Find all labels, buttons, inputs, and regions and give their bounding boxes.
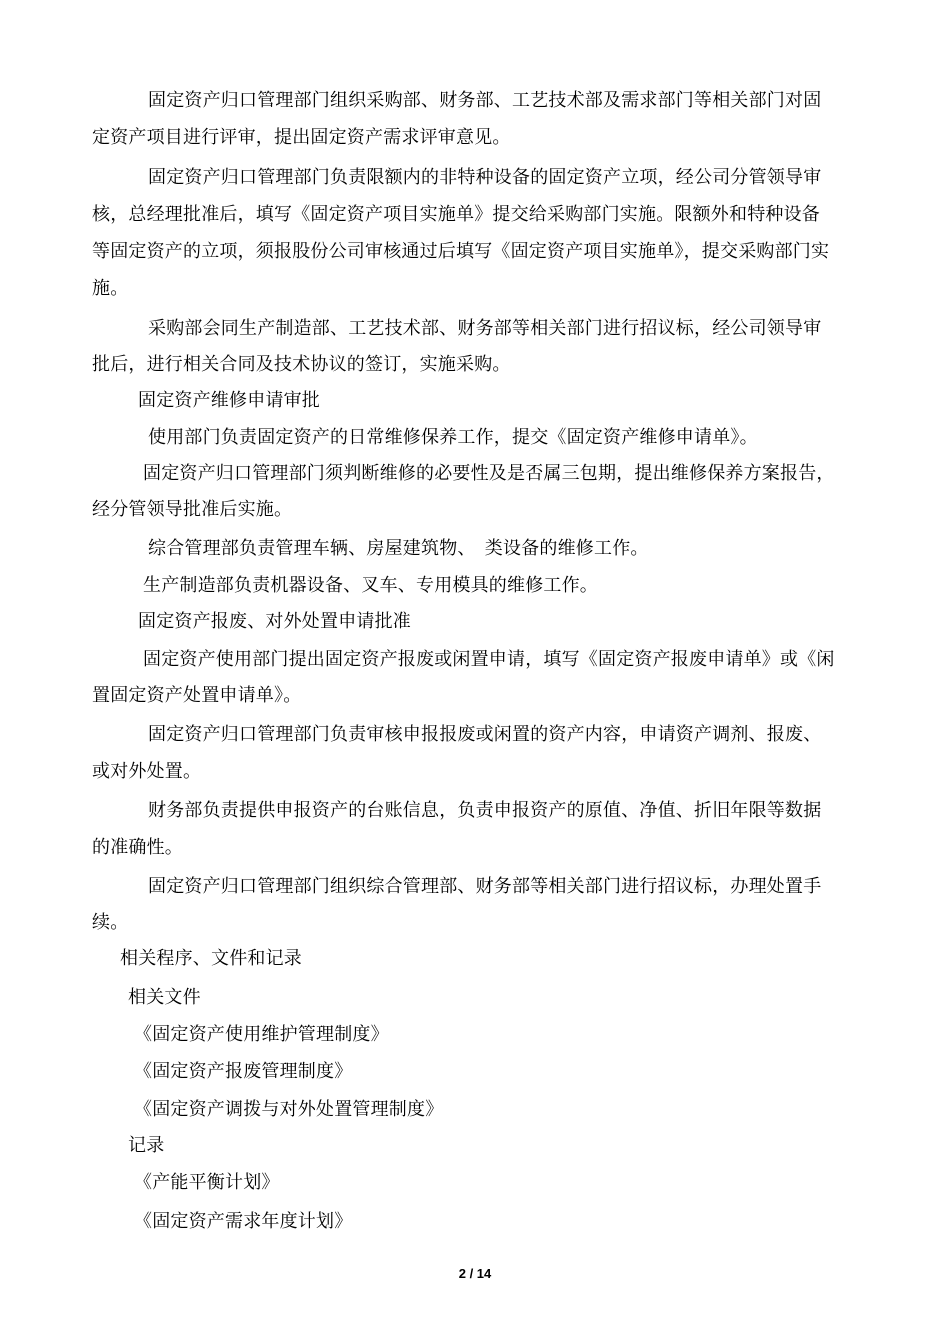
text-line: 或对外处置。 — [92, 761, 202, 782]
section-heading: 相关程序、文件和记录 — [120, 948, 302, 969]
text-line: 核，总经理批准后，填写《固定资产项目实施单》提交给采购部门实施。限额外和特种设备 — [92, 204, 820, 225]
text-line: 固定资产归口管理部门负责限额内的非特种设备的固定资产立项，经公司分管领导审 — [148, 167, 822, 188]
text-line: 固定资产归口管理部门组织综合管理部、财务部等相关部门进行招议标，办理处置手 — [148, 876, 822, 897]
record-reference: 《固定资产需求年度计划》 — [134, 1211, 353, 1232]
subheading: 相关文件 — [128, 987, 201, 1008]
text-line: 固定资产归口管理部门负责审核申报报废或闲置的资产内容，申请资产调剂、报废、 — [148, 724, 822, 745]
page-number: 2 / 14 — [458, 1266, 492, 1281]
text-line: 批后，进行相关合同及技术协议的签订，实施采购。 — [92, 354, 511, 375]
text-line: 生产制造部负责机器设备、叉车、专用模具的维修工作。 — [143, 575, 598, 596]
text-line: 的准确性。 — [92, 837, 183, 858]
text-line: 综合管理部负责管理车辆、房屋建筑物、 类设备的维修工作。 — [148, 538, 649, 559]
text-line: 固定资产归口管理部门须判断维修的必要性及是否属三包期，提出维修保养方案报告， — [143, 463, 835, 484]
text-line: 固定资产使用部门提出固定资产报废或闲置申请，填写《固定资产报废申请单》或《闲 — [143, 649, 835, 670]
text-line: 等固定资产的立项，须报股份公司审核通过后填写《固定资产项目实施单》，提交采购部门实 — [92, 241, 830, 262]
text-line: 固定资产归口管理部门组织采购部、财务部、工艺技术部及需求部门等相关部门对固 — [148, 90, 822, 111]
text-line: 采购部会同生产制造部、工艺技术部、财务部等相关部门进行招议标，经公司领导审 — [148, 318, 822, 339]
record-reference: 《产能平衡计划》 — [134, 1172, 280, 1193]
text-line: 使用部门负责固定资产的日常维修保养工作，提交《固定资产维修申请单》。 — [148, 427, 758, 448]
section-heading: 固定资产维修申请审批 — [138, 390, 320, 411]
document-reference: 《固定资产报废管理制度》 — [134, 1061, 353, 1082]
text-line: 置固定资产处置申请单》。 — [92, 685, 302, 706]
text-line: 财务部负责提供申报资产的台账信息，负责申报资产的原值、净值、折旧年限等数据 — [148, 800, 822, 821]
text-line: 续。 — [92, 912, 129, 933]
document-reference: 《固定资产使用维护管理制度》 — [134, 1024, 389, 1045]
section-heading: 固定资产报废、对外处置申请批准 — [138, 611, 411, 632]
document-reference: 《固定资产调拨与对外处置管理制度》 — [134, 1099, 444, 1120]
text-line: 定资产项目进行评审，提出固定资产需求评审意见。 — [92, 127, 511, 148]
text-line: 施。 — [92, 278, 129, 299]
subheading: 记录 — [128, 1135, 165, 1156]
text-line: 经分管领导批准后实施。 — [92, 499, 293, 520]
